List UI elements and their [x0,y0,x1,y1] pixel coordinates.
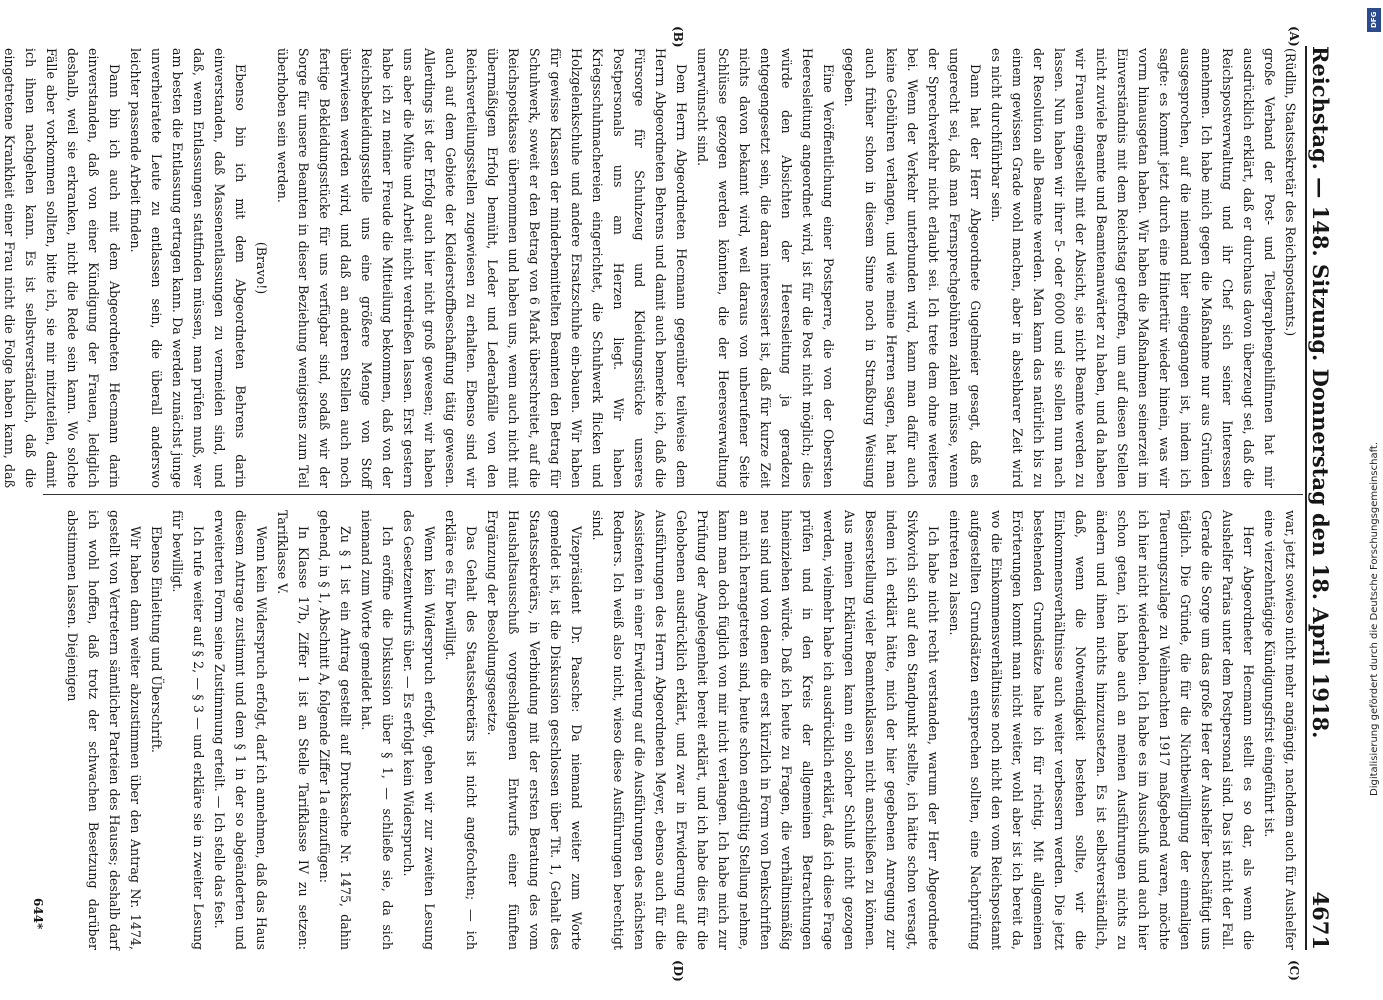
margin-mark-a: (A) [1287,26,1301,47]
header-title: Reichstag. — 148. Sitzung. Donnerstag den 18. April 1918. [1308,46,1334,739]
paragraph: Wir haben dann weiter abzustimmen über den Antrag Nr. 1474, gestellt von Vertretern sämtlicher Parteien des Hauses; deshalb darf ich wohl hoffen, daß trotz der schwachen Besetzung darüber abstimmen lassen. Diejenigen [65,510,143,950]
paragraph: In Klasse 17b, Ziffer 1 ist an Stelle Tarifklasse IV zu setzen: Tarifklasse V. [275,510,311,950]
margin-mark-b: (B) [671,26,685,48]
paragraph: große Verband der Post- und Telegraphengehilfinnen hat mir ausdrücklich erklärt, daß er durchaus davon überzeugt sei, daß die Reichspostverwaltung und ihr Chef sich seiner Interessen annehmen. Ich habe mich gegen die Maßnahme nur aus Gründen ausgesprochen, auf die niemand hier eingegangen ist, indem ich sagte: es kommt jetzt durch eine Hintertür wieder hinein, was wir vorm hinausgetan haben. Wir haben die Maßnahmen seinerzeit im Einverständnis mit dem Reichstag getroffen, um auf diesen Stellen nicht zuviele Beamte und Beamtenanwärter zu haben, und da haben wir Frauen eingestellt mit der Absicht, sie nicht Beamte werden zu lassen. Nun haben wir ihrer 5- oder 6000 und sie sollen nun nach der Resolution alle Beamte werden. Man kann das natürlich bis zu einem gewissen Grade wohl machen, aber in absehbarer Zeit wird es nicht durchführbar sein. [989,48,1277,488]
paragraph: Ich eröffne die Diskussion über § 1, — schließe sie, da sich niemand zum Worte gemeldet hat. [359,510,395,950]
paragraph: Zu § 1 ist ein Antrag gestellt auf Drucksache Nr. 1475, dahin gehend, in § 1, Abschnitt A, folgende Ziffer 1a einzufügen: [317,510,353,950]
paragraph: war, jetzt sowieso nicht mehr angängig, nachdem auch für Aushelfer eine vierzehntägige Kündigungsfrist eingeführt ist. [1262,510,1298,950]
speaker-note: (Rüdlin, Staatssekretär des Reichspostamts.) [1283,48,1298,337]
paragraph: Wenn kein Widerspruch erfolgt, darf ich annehmen, daß das Haus diesem Antrage zustimmt und dem § 1 in der so abgeänderten und erweiterten Form seine Zustimmung erteilt. — Ich stelle das fest. [212,510,269,950]
dfg-credit-text: Digitalisierung gefördert durch die Deutsche Forschungsgemeinschaft. [1369,441,1380,796]
page-header [1305,46,1335,950]
paragraph: Das Gehalt des Staatssekretärs ist nicht angefochten; — ich erkläre es für bewilligt. [443,510,479,950]
left-column [2,48,1301,488]
paragraph: Ich habe nicht recht verstanden, warum der Herr Abgeordnete Sivkovich sich auf den Standpunkt stellte, ich hätte schon versagt, indem ich erklärt hätte, mich der hier gegebenen Anregung zur Besserstellung vieler Beamtenklassen nicht anschließen zu können. Aus meinen Erklärungen kann ein solcher Schluß nicht gezogen werden, vielmehr habe ich ausdrücklich erklärt, daß ich diese Frage prüfen und in den Kreis der allgemeinen Betrachtungen hineinziehen würde. Daß ich heute zu Fragen, die verhältnismäßig neu sind und von denen die erst kürzlich in Form von Denkschriften an mich herangetreten sind, heute schon endgültig Stellung nehme, kann man doch füglich von mir nicht verlangen. Ich habe mich zur Prüfung der Angelegenheit bereit erklärt, und ich habe dies für die Gehobenen ausdrücklich erklärt, und zwar in Erwiderung auf die Ausführungen des Herrn Abgeordneten Meyer, ebenso auch für die Assistenten in einer Erwiderung auf die Ausführungen des nächsten Redners. Ich weiß also nicht, wieso diese Ausführungen berechtigt sind. [590,510,941,950]
right-column [43,510,1301,950]
paragraph: Dann bin ich auch mit dem Abgeordneten Hecmann darin einverstanden, daß von einer Kündigung der Frauen, lediglich deshalb, weil sie erkranken, nicht die Rede sein kann. Wo solche Fälle aber vorkommen sollten, bitte ich, sie mir mitzuteilen, damit ich ihnen nachgehen kann. Es ist selbstverständlich, daß die eingetretene Krankheit einer Frau nicht die Folge haben kann, daß [2,48,122,488]
paragraph: Ich rufe weiter auf § 2, — § 3 — und erkläre sie in zweiter Lesung für bewilligt. [170,510,206,950]
paragraph: Dem Herrn Abgeordneten Hecmann gegenüber teilweise dem Herrn Abgeordneten Behrens und damit auch bemerke ich, daß die Fürsorge für Schuhzeug und Kleidungsstücke unseres Postpersonals uns am Herzen liegt. Wir haben Kriegsschuhmachereien eingerichtet, die Schuhwerk flicken und Holzgelenkschuhe und andere Ersatzschuhe ein-bauen. Wir haben für gewisse Klassen der minderbemittelten Beamten den Betrag für Schuhwerk, soweit er den Betrag von 6 Mark überschreitet, auf die Reichspostkasse übernommen und haben uns, wenn auch nicht mit übermäßigem Erfolg bemüht, Leder und Lederabfälle von den Reichsverteilungsstellen zugewiesen zu erhalten. Ebenso sind wir auch auf dem Gebiete der Kleiderstoffbeschaffung tätig gewesen. Allerdings ist der Erfolg auch hier nicht groß gewesen; wir haben uns aber die Mühe und Arbeit nicht verdrießen lassen. Erst gestern habe ich zu meiner Freude die Mitteilung bekommen, daß von der Reichsbekleidungsstelle uns eine größere Menge von Stoff überwiesen werden wird, und daß an anderen Stellen auch noch fertige Bekleidungsstücke für uns verfügbar sind, sodaß wir der Sorge für unsere Beamten in dieser Beziehung wenigstens zum Teil überhoben sein werden. [275,48,689,488]
scanned-page [2,18,1345,982]
paragraph: Ebenso Einleitung und Überschrift. [149,526,164,753]
paragraph: Vizepräsident Dr. Paasche: Da niemand weiter zum Worte gemeldet ist, ist die Diskussion geschlossen über Tit. 1, Gehalt des Staatssekretärs, in Verbindung mit der ersten Beratung des vom Haushaltsausschuß vorgeschlagenen Entwurfs einer fünften Ergänzung der Besoldungsgesetze. [485,510,584,950]
margin-mark-c: (C) [1287,960,1301,981]
paragraph: Herr Abgeordneter Hecmann stellt es so dar, als wenn die Aushelfer Parias unter dem Postpersonal sind. Das ist nicht der Fall. Gerade die Sorge um das große Heer der Aushelfer beschäftigt uns täglich. Die Gründe, die für die Nichtbewilligung der einmaligen Teuerungszulage zu Weihnachten 1917 maßgebend waren, möchte ich hier nicht wiederholen. Ich habe es im Ausschuß und auch hier schon getan, ich habe auch an meinen Ausführungen nichts zu ändern und ihnen nichts hinzuzusetzen. Es ist selbstverständlich, daß, wenn die Notwendigkeit bestehen sollte, wir die Einkommensverhältnisse auch weiter verbessern werden. Die jetzt bestehenden Grundsätze halte ich für richtig. Mit allgemeinen Erörterungen kommt man nicht weiter, wohl aber ist ich bereit da, wo die Einkommensverhältnisse noch nicht den vom Reichspostamt aufgestellten Grundsätzen entsprechen sollten, eine Nachprüfung eintreten zu lassen. [947,510,1256,950]
paragraph: Dann hat der Herr Abgeordnete Gugelmeier gesagt, daß es ungerecht sei, daß man Fernsprechgebühren zahlen müsse, wenn der Sprechverkehr nicht erlaubt sei. Ich trete dem ohne weiteres bei. Wenn der Verkehr unterbunden wird, kann man dafür auch keine Gebühren verlangen, und wie meine Herren sagen, hat man auch früher schon in diesem Sinne noch in Straßburg Weisung gegeben. [842,48,983,488]
page-number: 4671 [1308,891,1334,950]
column-divider [43,494,1303,495]
printer-signature: 644* [31,898,45,930]
dfg-logo-icon: DFG [1367,8,1381,32]
paragraph: Ebenso bin ich mit dem Abgeordneten Behrens darin einverstanden, daß Massenentlassungen zu vermeiden sind, und daß, wenn Entlassungen stattfinden müssen, man prüfen muß, wer am besten die Entlassung ertragen kann. Da werden zunächst junge unverheiratete Leute zu entlassen sein, die überall anderswo leichter passende Arbeit finden. [128,48,248,488]
applause-note: (Bravo!) [254,241,269,295]
dfg-credit-strip [1365,0,1383,1000]
margin-mark-d: (D) [671,960,685,982]
paragraph: Wenn kein Widerspruch erfolgt, gehen wir zur zweiten Lesung des Gesetzentwurfs über. — Es erfolgt kein Widerspruch. [401,510,437,950]
paragraph: Eine Veröffentlichung einer Postsperre, die von der Obersten Heeresleitung angeordnet wird, ist für die Post nicht möglich; dies würde den Absichten der Heeresleitung ja geradezu entgegengesetzt sein, die daran interessiert ist, daß für kurze Zeit nichts davon bekannt wird, weil daraus von unberufener Seite Schlüsse gezogen werden könnten, die der Heeresverwaltung unerwünscht sind. [695,48,836,488]
